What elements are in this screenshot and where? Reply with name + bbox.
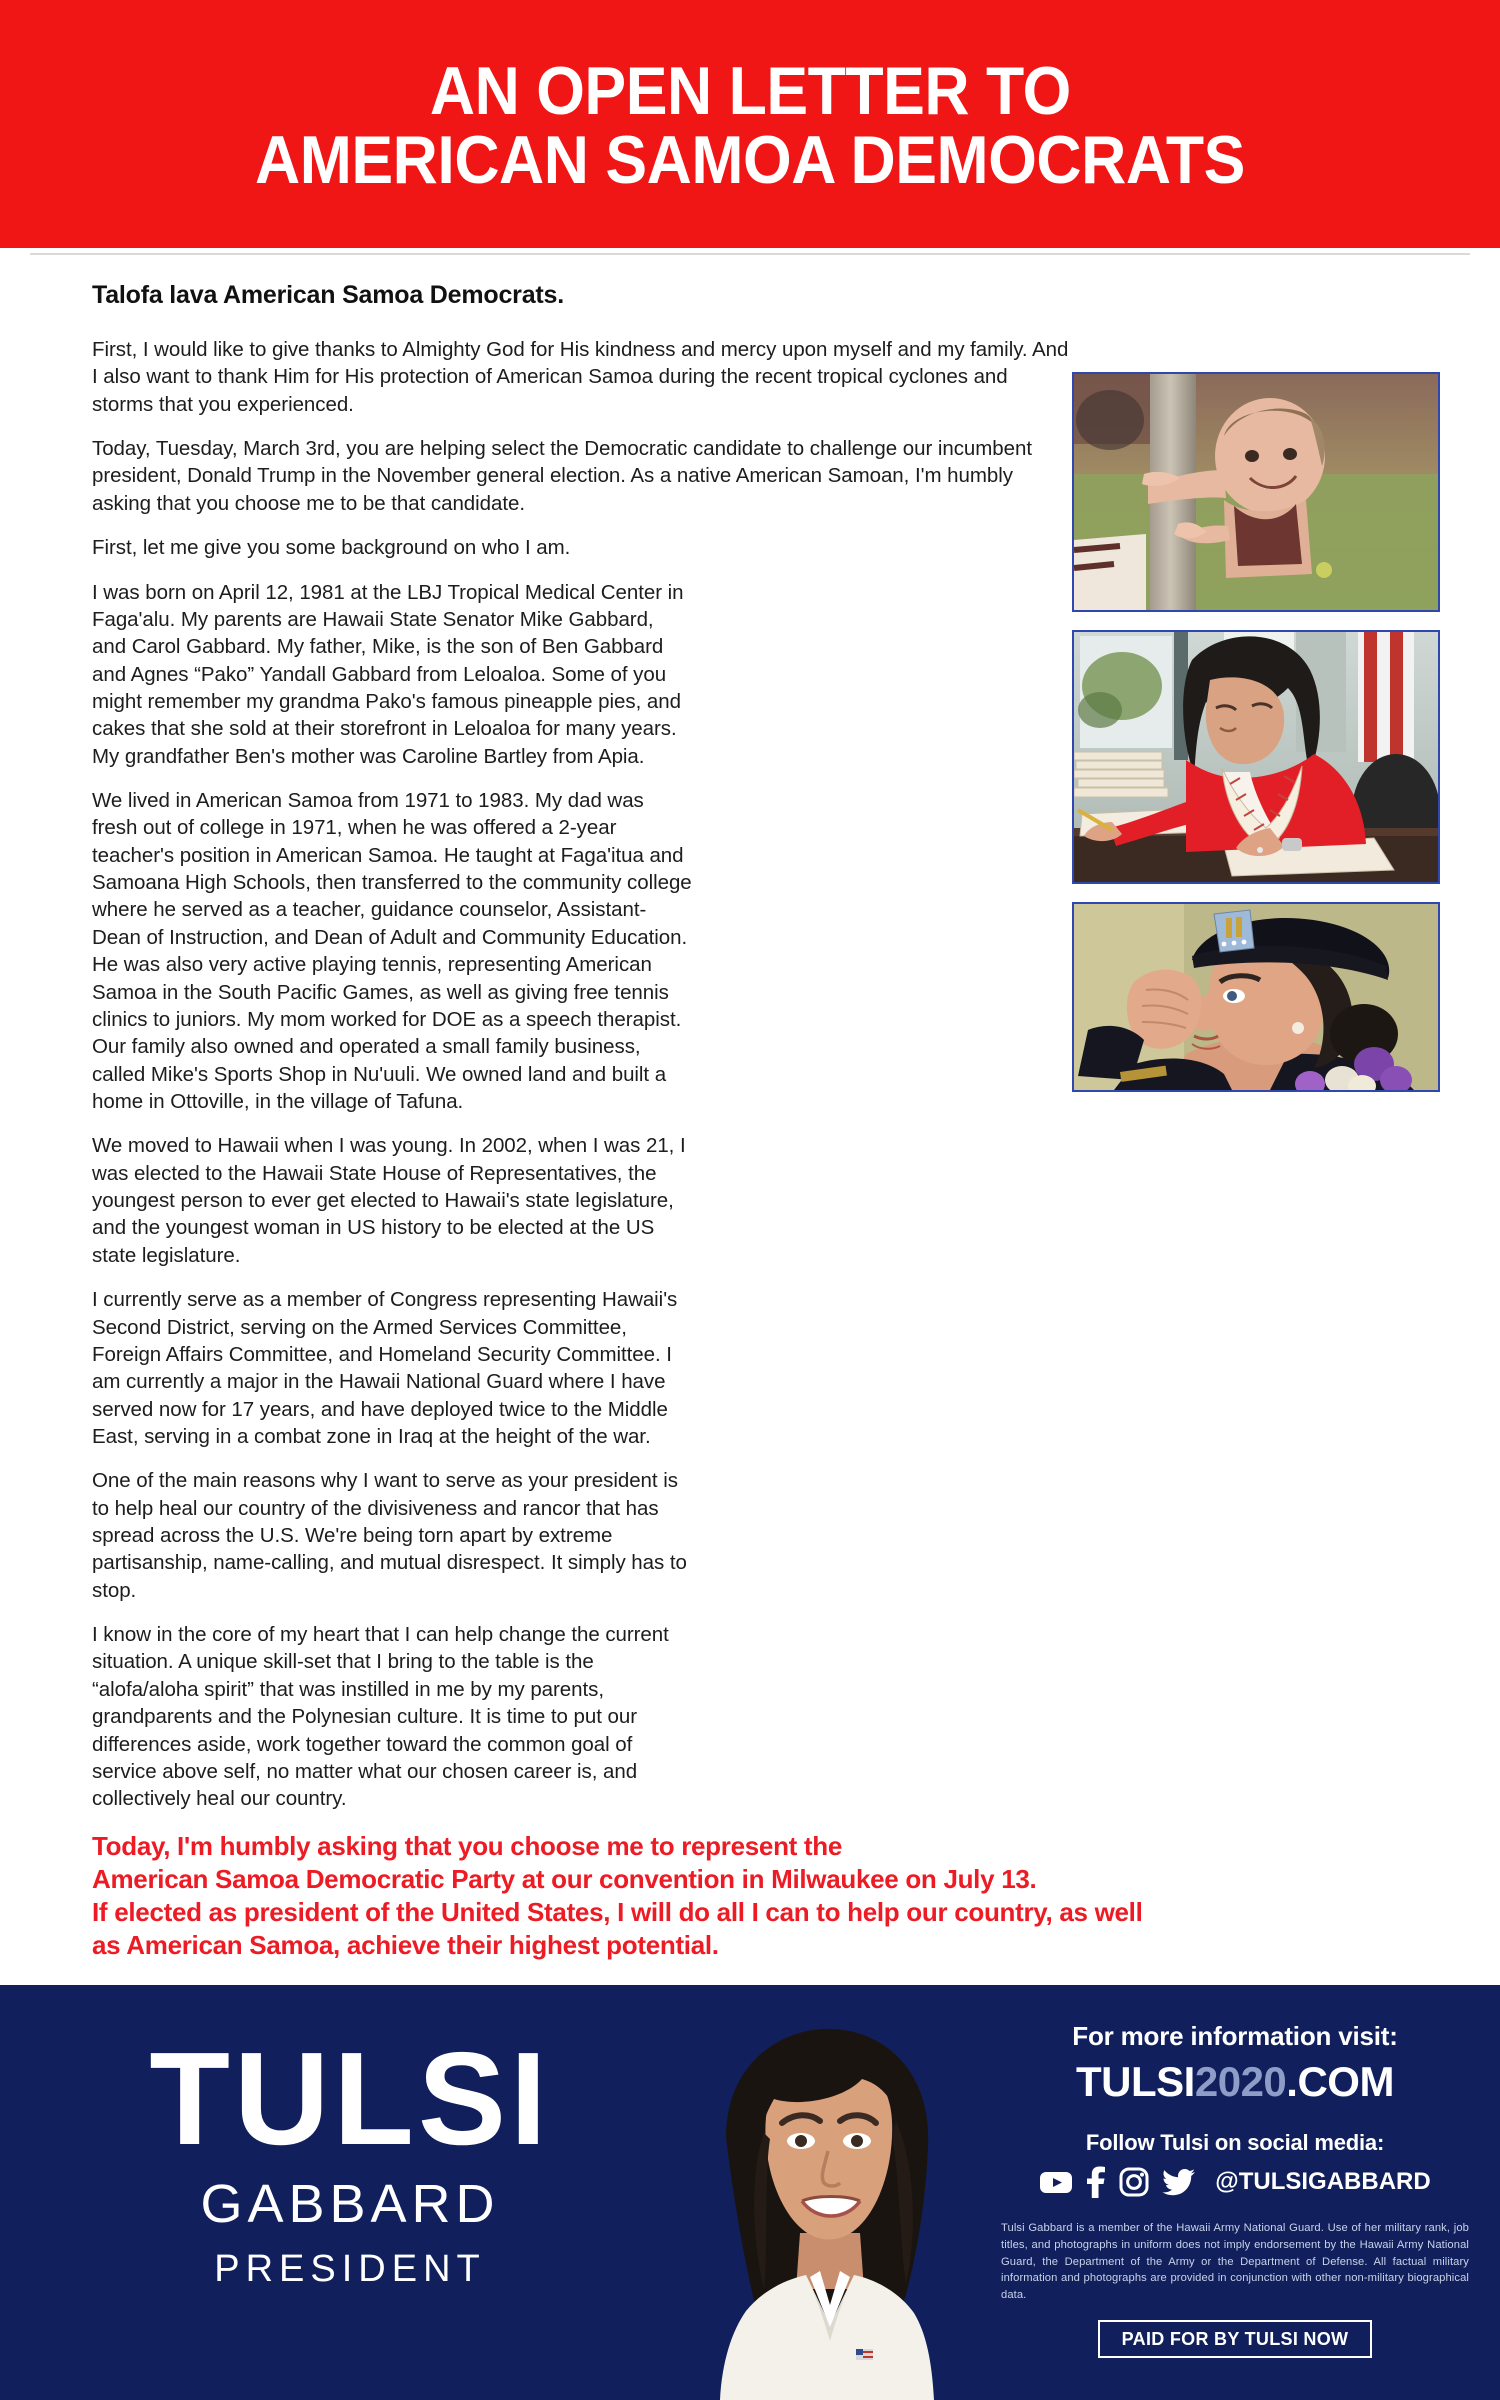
letter-text-column	[92, 336, 1072, 1813]
url-suffix: .COM	[1286, 2058, 1394, 2105]
header-title-line-2: AMERICAN SAMOA DEMOCRATS	[255, 122, 1245, 198]
cta-line-1: Today, I'm humbly asking that you choose me to represent the	[92, 1830, 843, 1861]
visit-label: For more information visit:	[1072, 2021, 1398, 2051]
header-title-line-1: AN OPEN LETTER TO	[429, 52, 1071, 129]
instagram-icon[interactable]	[1119, 2167, 1149, 2197]
follow-label: Follow Tulsi on social media:	[1085, 2130, 1385, 2155]
campaign-logo	[40, 2025, 660, 2294]
cta-line-2: American Samoa Democratic Party at our convention in Milwaukee on July 13.	[92, 1863, 1037, 1894]
paragraph-6: We moved to Hawaii when I was young. In 2002, when I was 21, I was elected to the Hawaii State House of Representatives, the youngest person to ever get elected to Hawaii's state legislature, and the youngest woman in US history to be elected at the US state legislature.	[92, 1134, 686, 1267]
logo-office: PRESIDENT	[214, 2247, 486, 2290]
url-prefix: TULSI	[1076, 2058, 1195, 2105]
candidate-portrait-graphic	[660, 2021, 990, 2400]
cta-line-4: as American Samoa, achieve their highest potential.	[92, 1929, 719, 1960]
photo-column	[1072, 372, 1440, 1110]
footer-contact-block	[995, 2009, 1475, 2358]
cta-line-3: If elected as president of the United States, I will do all I can to help our country, as well	[92, 1896, 1143, 1927]
header-banner	[0, 0, 1500, 248]
website-url[interactable]	[995, 2058, 1475, 2106]
url-year: 2020	[1194, 2058, 1287, 2105]
logo-last-name: GABBARD	[200, 2174, 500, 2234]
paragraph-5: We lived in American Samoa from 1971 to 1983. My dad was fresh out of college in 1971, when he was offered a 2-year teacher's position in American Samoa. He taught at Faga'itua and Samoana High Schools, then transferred to the community college where he served as a teacher, guidance counselor, Assistant-Dean of Instruction, and Dean of Adult and Community Education. He was also very active playing tennis, representing American Samoa in the South Pacific Games, as well as giving free tennis clinics to juniors. My mom worked for DOE as a speech therapist. Our family also owned and operated a small family business, called Mike's Sports Shop in Nu'uuli. We owned land and built a home in Ottoville, in the village of Tafuna.	[92, 789, 692, 1113]
salute-photo-graphic	[1074, 904, 1438, 1090]
salute-photo	[1072, 902, 1440, 1092]
paragraph-1: First, I would like to give thanks to Almighty God for His kindness and mercy upon myself and my family. And I also want to thank Him for His protection of American Samoa during the recent tropical cyclones and storms that you experienced.	[92, 338, 1069, 416]
logo-first-name: TULSI	[149, 2025, 551, 2172]
youtube-icon[interactable]	[1039, 2169, 1073, 2195]
salutation: Talofa lava American Samoa Democrats.	[92, 281, 564, 309]
paragraph-4: I was born on April 12, 1981 at the LBJ Tropical Medical Center in Faga'alu. My parents are Hawaii State Senator Mike Gabbard, and Carol Gabbard. My father, Mike, is the son of Ben Gabbard and Agnes “Pako” Yandall Gabbard from Leloaloa. Some of you might remember my grandma Pako's famous pineapple pies, and cakes that she sold at their storefront in Leloaloa for many years. My grandfather Ben's mother was Caroline Bartley from Apia.	[92, 580, 684, 768]
paragraph-2: Today, Tuesday, March 3rd, you are helping select the Democratic candidate to challenge our incumbent president, Donald Trump in the November general election. As a native American Samoan, I'm humbly asking that you choose me to be that candidate.	[92, 437, 1033, 515]
candidate-portrait	[660, 2021, 990, 2400]
paragraph-3: First, let me give you some background on who I am.	[92, 536, 571, 560]
paragraph-7: I currently serve as a member of Congress representing Hawaii's Second District, serving on the Armed Services Committee, Foreign Affairs Committee, and Homeland Security Committee. I am currently a major in the Hawaii National Guard where I have served now for 17 years, and have deployed twice to the Middle East, serving in a combat zone in Iraq at the height of the war.	[92, 1288, 678, 1448]
twitter-icon[interactable]	[1162, 2168, 1196, 2196]
desk-photo	[1072, 630, 1440, 884]
desk-photo-graphic	[1074, 632, 1438, 882]
call-to-action	[92, 1830, 1422, 1962]
paragraph-9: I know in the core of my heart that I can help change the current situation. A unique skill-set that I bring to the table is the “alofa/aloha spirit” that was instilled in me by my parents, grandparents and the Polynesian culture. It is time to put our differences aside, work together toward the common goal of service above self, no matter what our chosen career is, and collectively heal our country.	[92, 1623, 669, 1811]
military-disclaimer: Tulsi Gabbard is a member of the Hawaii Army National Guard. Use of her military rank, job titles, and photographs in uniform does not imply endorsement by the Hawaii Army National Guard, the Department of the Army or the Department of Defense. All factual military information and photographs are provided in conjunction with other non-military biographical data.	[1001, 2222, 1469, 2302]
paragraph-8: One of the main reasons why I want to serve as your president is to help heal our country of the divisiveness and rancor that has spread across the U.S. We're being torn apart by extreme partisanship, name-calling, and mutual disrespect. It simply has to stop.	[92, 1469, 687, 1602]
social-handle[interactable]: @TULSIGABBARD	[1215, 2168, 1431, 2195]
childhood-photo	[1072, 372, 1440, 612]
facebook-icon[interactable]	[1086, 2166, 1106, 2198]
social-media-row	[995, 2166, 1475, 2198]
childhood-photo-graphic	[1074, 374, 1438, 610]
campaign-footer	[0, 1985, 1500, 2400]
paid-for-disclaimer: PAID FOR BY TULSI NOW	[1098, 2320, 1373, 2358]
